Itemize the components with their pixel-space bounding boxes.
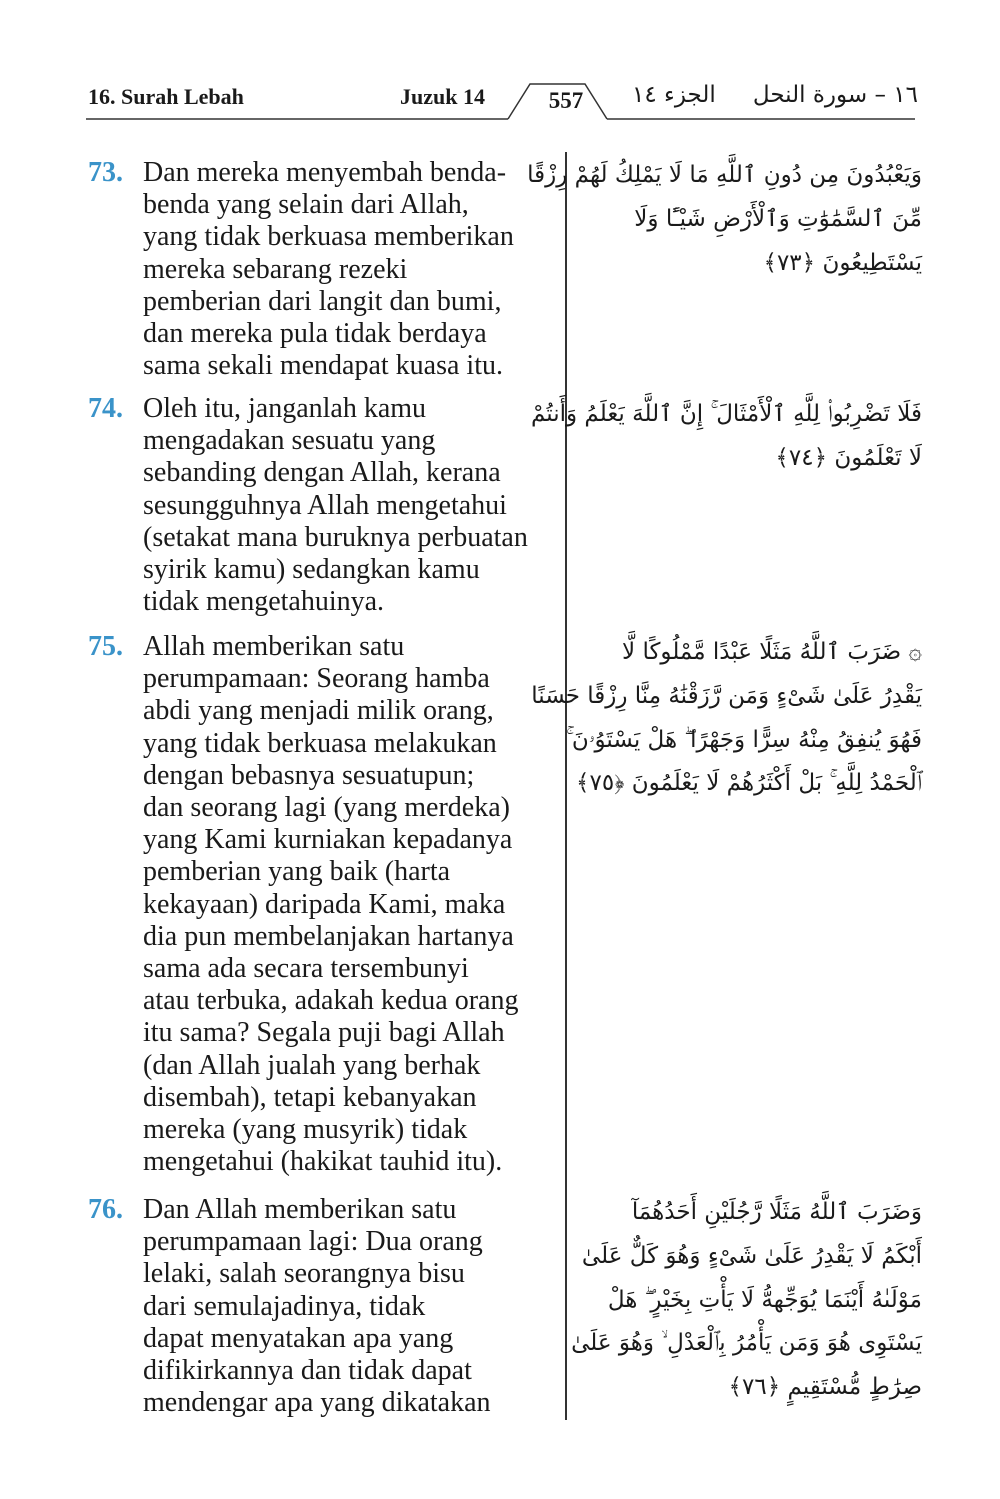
verse-translation: Dan mereka menyembah benda- benda yang selain dari Allah, yang tidak berkuasa memberikan mereka sebarang rezeki pemberian dari langit dan bumi, dan mereka pula tidak berdaya sama sekali mendapat kuasa itu.: [143, 157, 514, 382]
arabic-line: وَيَعْبُدُونَ مِن دُونِ ٱللَّهِ مَا لَا يَمْلِكُ لَهُمْ رِزْقًا: [527, 162, 922, 188]
arabic-line: يَقْدِرُ عَلَىٰ شَىْءٍ وَمَن رَّزَقْنَٰهُ مِنَّا رِزْقًا حَسَنًا: [531, 682, 922, 709]
page-header: [0, 0, 1000, 130]
verse-number: 73.: [88, 157, 123, 188]
page-number: 557: [548, 88, 584, 113]
verse-number: 76.: [88, 1194, 123, 1225]
column-divider: [565, 152, 567, 1420]
arabic-line: يَسْتَطِيعُونَ ﴿٧٣﴾: [763, 249, 922, 276]
arabic-line: يَسْتَوِى هُوَ وَمَن يَأْمُرُ بِٱلْعَدْلِ ۙ وَهُوَ عَلَىٰ: [571, 1330, 922, 1357]
arabic-line: وَضَرَبَ ٱللَّهُ مَثَلًا رَّجُلَيْنِ أَحَدُهُمَآ: [631, 1199, 922, 1225]
header-rule: [0, 0, 1000, 130]
arabic-line: مِّنَ ٱلسَّمَٰوَٰتِ وَٱلْأَرْضِ شَيْـًٔا وَلَا: [634, 205, 922, 232]
verse-number: 75.: [88, 631, 123, 662]
surah-name-latin: 16. Surah Lebah: [88, 84, 244, 109]
arabic-line: مَوْلَىٰهُ أَيْنَمَا يُوَجِّههُّ لَا يَأْتِ بِخَيْرٍ ۖ هَلْ: [607, 1286, 922, 1313]
verse-arabic: [571, 1191, 922, 1410]
verse-translation: Dan Allah memberikan satu perumpamaan lagi: Dua orang lelaki, salah seorangnya bisu dari semulajadinya, tidak dapat menyatakan apa yang difikirkannya dan tidak dapat mendengar apa yang dikatakan: [143, 1194, 491, 1419]
arabic-line: فَهُوَ يُنفِقُ مِنْهُ سِرًّا وَجَهْرًا ۖ هَلْ يَسْتَوُۥنَ ۚ: [566, 726, 922, 753]
arabic-line: أَبْكَمُ لَا يَقْدِرُ عَلَىٰ شَىْءٍ وَهُوَ كَلٌّ عَلَىٰ: [581, 1242, 922, 1269]
surah-name-arabic: ١٦ – سورة النحل: [752, 82, 918, 108]
verse-translation: Allah memberikan satu perumpamaan: Seorang hamba abdi yang menjadi milik orang, yang tidak berkuasa melakukan dengan bebasnya sesuatupun; dan seorang lagi (yang merdeka) yang Kami kurniakan kepadanya pemberian yang baik (harta kekayaan) daripada Kami, maka dia pun membelanjakan hartanya sama ada secara tersembunyi atau terbuka, adakah kedua orang itu sama? Segala puji bagi Allah (dan Allah jualah yang berhak disembah), tetapi kebanyakan mereka (yang musyrik) tidak mengetahui (hakikat tauhid itu).: [143, 631, 519, 1178]
verse-translation: Oleh itu, janganlah kamu mengadakan sesuatu yang sebanding dengan Allah, kerana sesungguhnya Allah mengetahui (setakat mana buruknya perbuatan syirik kamu) sedangkan kamu tidak mengetahuinya.: [143, 393, 528, 618]
arabic-line: صِرَٰطٍ مُّسْتَقِيمٍ ﴿٧٦﴾: [728, 1374, 922, 1401]
verse-arabic: [527, 154, 922, 285]
verse-number: 74.: [88, 393, 123, 424]
verse-arabic: [530, 393, 922, 481]
verse-arabic: [531, 631, 922, 806]
arabic-line: لَا تَعْلَمُونَ ﴿٧٤﴾: [775, 444, 922, 471]
arabic-line: فَلَا تَضْرِبُوا۟ لِلَّهِ ٱلْأَمْثَالَ ۚ إِنَّ ٱللَّهَ يَعْلَمُ وَأَنتُمْ: [530, 401, 922, 427]
juz-label-arabic: الجزء ١٤: [632, 82, 716, 108]
juz-label-latin: Juzuk 14: [400, 84, 485, 109]
arabic-line: ٱلْحَمْدُ لِلَّهِ ۚ بَلْ أَكْثَرُهُمْ لَا يَعْلَمُونَ ﴿٧٥﴾: [576, 770, 922, 797]
arabic-line: ۞ ضَرَبَ ٱللَّهُ مَثَلًا عَبْدًا مَّمْلُوكًا لَّا: [622, 639, 922, 665]
